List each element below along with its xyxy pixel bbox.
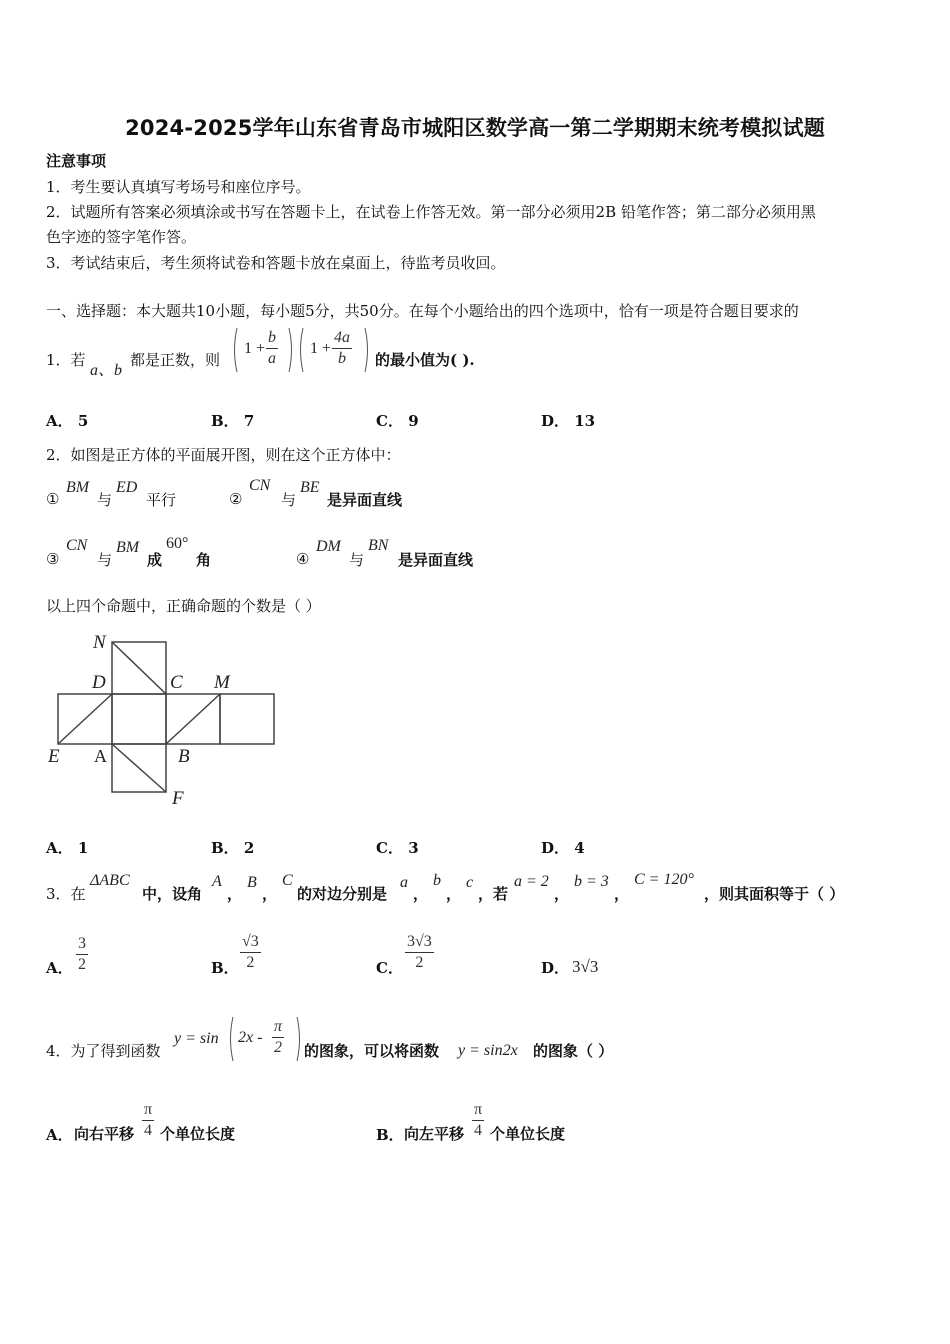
q4-option-a-label: A．	[46, 1126, 73, 1144]
label-C: C	[170, 672, 183, 693]
q2-s3-mark: ③	[46, 550, 60, 568]
q4-frac-den: 2	[274, 1039, 282, 1056]
q2-option-c: C． 3	[376, 839, 419, 857]
q1-option-a: A． 5	[46, 412, 89, 430]
q1-frac-2-den: b	[338, 350, 346, 367]
q2-s3-tail1: 成	[147, 551, 163, 569]
label-N: N	[93, 632, 106, 653]
q3-number: 3．在	[46, 885, 86, 903]
q1-factor-2	[298, 326, 370, 374]
q1-factor-1	[232, 326, 294, 374]
notice-item-3: 3．考试结束后，考生须将试卷和答题卡放在桌面上，待监考员收回。	[46, 254, 506, 272]
q4-option-a-num: π	[144, 1101, 153, 1118]
q4-text-2: 的图象（ ）	[533, 1042, 614, 1060]
q2-s1-mark: ①	[46, 490, 60, 508]
q4-number: 4．为了得到函数	[46, 1042, 161, 1060]
q2-s3-conj: 与	[97, 551, 113, 569]
q2-s1-a: BM	[66, 479, 90, 496]
q2-option-b: B． 2	[211, 839, 255, 857]
q2-s2-a: CN	[249, 477, 271, 494]
notice-item-1: 1．考生要认真填写考场号和座位序号。	[46, 178, 311, 196]
q1-tail: 的最小值为( ).	[375, 351, 475, 369]
q3-angle-A: A	[212, 873, 222, 890]
q2-stem: 2．如图是正方体的平面展开图，则在这个正方体中：	[46, 446, 401, 464]
q3-option-c-frac	[405, 932, 434, 973]
q3-side-b: b	[433, 872, 441, 889]
q3-comma-5: ，	[554, 885, 570, 903]
q3-option-b-num: √3	[240, 932, 261, 953]
q2-s1-conj: 与	[97, 491, 113, 509]
net-square-center	[112, 694, 166, 744]
q1-vars: a、b	[90, 362, 123, 379]
q3-option-c-label: C．	[376, 959, 403, 977]
q1-frac-2-num: 4a	[332, 328, 352, 349]
q2-s3-angle: 60°	[166, 535, 189, 552]
q4-option-b-label: B．	[376, 1126, 404, 1144]
q4-option-a-post: 个单位长度	[160, 1125, 236, 1143]
q4-option-a-pre: 向右平移	[74, 1125, 135, 1143]
q2-s2-tail: 是异面直线	[327, 491, 403, 509]
cube-net-figure	[44, 630, 284, 810]
page-title: 2024-2025学年山东省青岛市城阳区数学高一第二学期期末统考模拟试题	[125, 116, 825, 140]
q2-option-a: A． 1	[46, 839, 89, 857]
q3-option-d-label: D．	[541, 959, 570, 977]
q3-angle-C: C	[282, 872, 293, 889]
q3-side-c: c	[466, 874, 474, 891]
q2-s3-tail2: 角	[196, 551, 212, 569]
section-heading: 一、选择题：本大题共10小题，每小题5分，共50分。在每个小题给出的四个选项中，恰有一项是符合题目要求的	[46, 302, 799, 320]
q2-s2-mark: ②	[229, 490, 243, 508]
q3-option-a-num: 3	[76, 934, 88, 955]
q4-option-b-frac	[472, 1100, 484, 1141]
q3-option-b-den: 2	[246, 954, 255, 971]
label-F: F	[172, 788, 184, 809]
q2-question: 以上四个命题中，正确命题的个数是（ ）	[46, 597, 321, 615]
q2-s4-conj: 与	[349, 551, 365, 569]
q3-option-c-den: 2	[415, 954, 424, 971]
q1-one-1: 1 +	[244, 340, 266, 357]
net-square-far-right	[220, 694, 274, 744]
q4-func: y = sin	[174, 1030, 219, 1047]
q4-option-a-den: 4	[142, 1120, 154, 1141]
q1-frac-1-den: a	[268, 350, 276, 367]
q2-s4-a: DM	[316, 538, 341, 555]
q2-s1-tail: 平行	[146, 491, 177, 509]
q3-comma-6: ，	[614, 885, 630, 903]
q1-frac-2	[332, 328, 352, 369]
q3-eq-b: b = 3	[574, 873, 609, 890]
q4-option-b-pre: 向左平移	[404, 1125, 465, 1143]
diagonal-af	[112, 744, 166, 792]
q4-arg-2x: 2x -	[238, 1029, 263, 1046]
q1-number: 1．若	[46, 351, 86, 369]
q3-side-a: a	[400, 874, 408, 891]
q3-text-2: 的对边分别是	[297, 885, 388, 903]
q3-option-c-num: 3√3	[405, 932, 434, 953]
q3-text-1: 中，设角	[142, 885, 203, 903]
q3-eq-a: a = 2	[514, 873, 549, 890]
q4-frac-num: π	[272, 1017, 284, 1038]
q3-triangle: ΔABC	[90, 872, 130, 889]
q3-option-b-label: B．	[211, 959, 239, 977]
q2-s3-a: CN	[66, 537, 88, 554]
q3-option-a-den: 2	[78, 956, 86, 973]
q4-func2: y = sin2x	[458, 1042, 518, 1059]
q3-text-3: ，若	[478, 885, 509, 903]
q2-option-d: D． 4	[541, 839, 585, 857]
diagonal-mb	[166, 694, 220, 744]
notice-item-2: 2．试题所有答案必须填涂或书写在答题卡上，在试卷上作答无效。第一部分必须用2B 铅笔作答；第二部分必须用黑	[46, 203, 816, 221]
q4-option-a-frac	[142, 1100, 154, 1141]
q2-s4-tail: 是异面直线	[398, 551, 474, 569]
q2-s4-mark: ④	[296, 550, 310, 568]
label-M: M	[214, 672, 230, 693]
label-B: B	[178, 746, 190, 767]
q2-s1-b: ED	[116, 479, 138, 496]
q3-text-4: ，则其面积等于（ ）	[704, 885, 845, 903]
q4-argument	[228, 1015, 302, 1063]
q1-frac-1-num: b	[266, 328, 278, 349]
q4-option-b-den: 4	[472, 1120, 484, 1141]
q2-s2-b: BE	[300, 479, 320, 496]
q3-comma-4: ，	[446, 885, 462, 903]
diagonal-nc	[112, 642, 166, 694]
q1-frac-1	[266, 328, 278, 369]
q1-one-2: 1 +	[310, 340, 332, 357]
q4-frac	[272, 1017, 284, 1058]
q1-option-b: B． 7	[211, 412, 255, 430]
q3-eq-C: C = 120°	[634, 871, 694, 888]
q3-comma-3: ，	[413, 885, 429, 903]
label-D: D	[92, 672, 106, 693]
q3-option-b-frac	[240, 932, 261, 973]
q3-angle-B: B	[247, 874, 257, 891]
q1-mid: 都是正数，则	[130, 351, 221, 369]
q4-option-b-post: 个单位长度	[490, 1125, 566, 1143]
diagonal-de	[58, 694, 112, 744]
q3-option-a-frac	[76, 934, 88, 975]
q4-option-b-num: π	[474, 1101, 483, 1118]
q2-s4-b: BN	[368, 537, 389, 554]
label-A: A	[94, 746, 107, 766]
q3-comma-2: ，	[262, 885, 278, 903]
q2-s2-conj: 与	[281, 491, 297, 509]
q1-option-c: C． 9	[376, 412, 419, 430]
label-E: E	[48, 746, 60, 767]
q3-comma-1: ，	[227, 885, 243, 903]
notice-item-2-cont: 色字迹的签字笔作答。	[46, 228, 197, 246]
q3-option-a-label: A．	[46, 959, 73, 977]
notice-heading: 注意事项	[46, 152, 107, 170]
q3-option-d-value: 3√3	[572, 957, 599, 976]
q1-option-d: D． 13	[541, 412, 596, 430]
q2-s3-b: BM	[116, 539, 140, 556]
q4-text-1: 的图象，可以将函数	[304, 1042, 440, 1060]
